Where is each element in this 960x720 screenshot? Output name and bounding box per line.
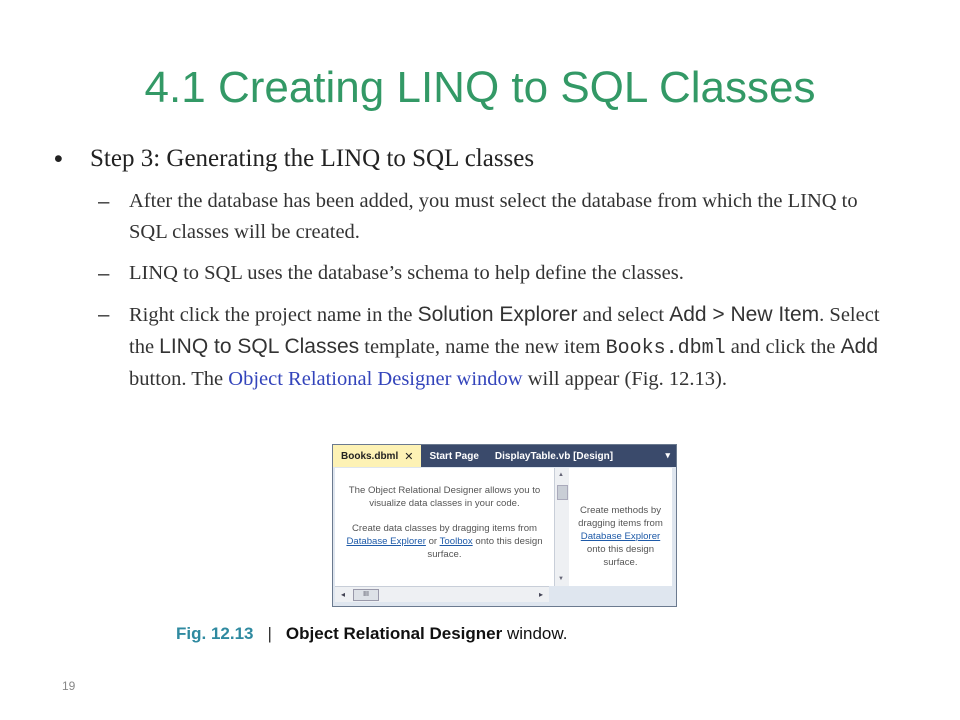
text-run: will appear (Fig. 12.13). (522, 368, 727, 390)
page-number: 19 (62, 679, 76, 693)
sub-bullet-text: LINQ to SQL uses the database’s schema to help define the classes. (129, 262, 684, 284)
scroll-right-icon[interactable]: ▸ (538, 590, 543, 599)
ui-term-solution-explorer: Solution Explorer (417, 303, 578, 326)
dash-marker: – (98, 262, 110, 285)
database-explorer-link[interactable]: Database Explorer (346, 536, 426, 547)
scroll-up-icon[interactable]: ▲ (558, 472, 564, 478)
close-icon[interactable]: ✕ (404, 450, 414, 463)
tab-books-dbml[interactable] (333, 445, 421, 467)
text-run: and click the (725, 336, 841, 358)
caption-separator: | (267, 624, 272, 643)
tab-label: Books.dbml (341, 450, 399, 462)
pane-text: onto this design surface. (427, 536, 543, 560)
scroll-thumb[interactable]: III (353, 589, 379, 601)
term-link: Object Relational Designer window (228, 368, 523, 390)
vertical-scrollbar[interactable] (554, 468, 569, 586)
figure-label: Fig. 12.13 (176, 624, 254, 643)
sub-bullet-3 (52, 299, 882, 395)
toolbox-link[interactable]: Toolbox (439, 536, 473, 547)
pane-text-line (335, 535, 554, 561)
scroll-thumb[interactable] (557, 485, 568, 500)
horizontal-scrollbar[interactable] (335, 586, 549, 602)
text-run: Right click the project name in the (129, 304, 418, 326)
dash-marker: – (98, 190, 110, 213)
bullet-text: Step 3: Generating the LINQ to SQL classes (90, 145, 535, 172)
sub-bullet-1 (52, 186, 882, 248)
text-run: template, name the new item (359, 336, 606, 358)
pane-text-line (569, 530, 672, 543)
sub-bullet-text: After the database has been added, you must select the database from which the LINQ to SQL classes will be created. (129, 190, 858, 243)
code-filename: Books.dbml (605, 337, 726, 360)
data-class-pane[interactable] (335, 468, 554, 586)
tab-label: Start Page (429, 450, 479, 462)
tab-displaytable-design[interactable] (487, 445, 621, 467)
sub-bullet-2 (52, 258, 882, 289)
document-tab-bar (333, 445, 676, 467)
tab-start-page[interactable] (421, 445, 486, 467)
dash-marker: – (98, 303, 110, 326)
pane-text: Create data classes by dragging items from (351, 523, 538, 534)
bullet-marker: • (54, 145, 63, 173)
pane-text: or (425, 536, 440, 547)
designer-screenshot (332, 444, 677, 607)
designer-surface (335, 468, 672, 586)
tab-label: DisplayTable.vb [Design] (494, 450, 614, 462)
pane-text: The Object Relational Designer allows you to visualize data classes in your code. (348, 485, 541, 509)
text-run: and select (577, 304, 670, 326)
caption-bold: Object Relational Designer (285, 624, 503, 643)
slide-content (52, 144, 882, 405)
chevron-down-icon[interactable]: ▾ (665, 450, 670, 460)
ui-term-add-new-item: Add > New Item (669, 303, 820, 326)
figure-caption (176, 624, 567, 644)
ui-term-add: Add (840, 335, 879, 358)
caption-text: window. (502, 624, 568, 643)
method-pane[interactable] (569, 468, 672, 586)
pane-text: Create methods by dragging items from (578, 505, 663, 529)
ui-term-linq-classes: LINQ to SQL Classes (159, 335, 360, 358)
scroll-down-icon[interactable]: ▼ (558, 576, 564, 582)
pane-text: onto this design surface. (586, 544, 655, 568)
scroll-left-icon[interactable]: ◂ (341, 590, 346, 599)
database-explorer-link[interactable]: Database Explorer (580, 531, 661, 542)
text-run: . Select the (129, 304, 880, 358)
slide-title: 4.1 Creating LINQ to SQL Classes (144, 63, 816, 112)
bullet-item (52, 144, 882, 174)
text-run: button. The (129, 368, 229, 390)
